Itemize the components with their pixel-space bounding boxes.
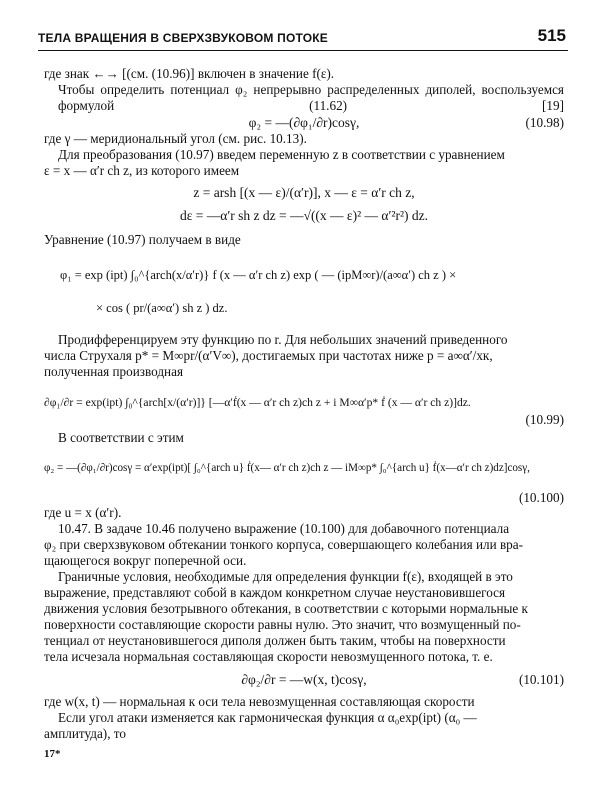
text-line: Продифференцируем эту функцию по r. Для небольших значений приведенного: [58, 332, 508, 347]
text-line: ε = x — α′r ch z, из которого имеем: [44, 163, 240, 178]
text-line: выражение, представляют собой в каждом конкретном случае неустановившегося: [44, 585, 506, 600]
signature-mark: 17*: [44, 748, 61, 760]
text-line: где знак ←→ [(см. (10.96)] включен в значение f(ε).: [44, 66, 335, 81]
text-line: числа Струхаля p* = M∞pr/(α′V∞), достигаемых при частотах ниже p = a∞α′/xк,: [44, 348, 493, 363]
text-line: тенциал от неустановившегося диполя должен быть таким, чтобы на поверхности: [44, 633, 506, 648]
equation-number: (10.99): [525, 412, 564, 427]
text-line: где γ — меридиональный угол (см. рис. 10.13).: [44, 131, 307, 146]
text-line: движения условия безотрывного обтекания, в соответствии с которыми нормальные к: [44, 601, 528, 616]
text-line: Уравнение (10.97) получаем в виде: [44, 232, 241, 247]
page-number: 515: [537, 26, 566, 45]
text-line: полученная производная: [44, 364, 184, 379]
equation-10-101: ∂φ₂/∂r = —w(x, t)cosγ,: [241, 672, 367, 687]
equation-number: (10.98): [525, 115, 564, 130]
running-header: [38, 28, 568, 51]
text-line: где w(x, t) — нормальная к оси тела невозмущенная составляющая скорости: [44, 694, 475, 709]
equation-10-98: φ₂ = —(∂φ₁/∂r)cosγ,: [248, 115, 360, 130]
problem-statement: 10.47. В задаче 10.46 получено выражение (10.100) для добавочного потенциала: [58, 521, 510, 536]
header-title: ТЕЛА ВРАЩЕНИЯ В СВЕРХЗВУКОВОМ ПОТОКЕ: [38, 31, 328, 45]
equation-phi1-part1: φ₁ = exp (ipt) ∫₀^{arch(x/α′r)} f (x — α′r ch z) exp ( — (ipM∞r)/(a∞α′) ch z ) ×: [60, 268, 457, 282]
equation-number: (10.100): [518, 490, 564, 505]
text-line: тела исчезала нормальная составляющая скорости невозмущенного потока, т. е.: [44, 649, 493, 664]
text-line: где u = x (α′r).: [44, 505, 122, 520]
equation-d-epsilon: dε = —α′r sh z dz = —√((x — ε)² — α′²r²) dz.: [180, 208, 428, 223]
text-line: щающегося вокруг поперечной оси.: [44, 553, 247, 568]
text-paragraph: Чтобы определить потенциал φ₂ непрерывно распределенных диполей, воспользуемся формулой (11.62) [19]: [58, 82, 564, 113]
equation-number: (10.101): [518, 672, 564, 687]
text-line: амплитуда), то: [44, 726, 126, 741]
equation-phi1-part2: × cos ( pr/(a∞α′) sh z ) dz.: [96, 301, 228, 315]
equation-z: z = arsh [(x — ε)/(α′r)], x — ε = α′r ch z,: [193, 185, 415, 200]
text-line: поверхности составляющие скорости равны нулю. Это значит, что возмущенный по-: [44, 617, 521, 632]
text-line: Граничные условия, необходимые для определения функции f(ε), входящей в это: [58, 569, 513, 584]
text-line: φ₂ при сверхзвуковом обтекании тонкого корпуса, совершающего колебания или вра-: [44, 537, 524, 552]
equation-10-100: φ₂ = —(∂φ₁/∂r)cosγ = α′exp(ipt)[ ∫₀^{arch u} ḟ(x— α′r ch z)ch z — iM∞p* ∫₀^{arch u} ḟ(x—α′r ch z)dz]cosγ,: [44, 462, 530, 474]
text-line: Если угол атаки изменяется как гармоническая функция α α₀exp(ipt) (α₀ —: [58, 710, 477, 725]
text-line: Для преобразования (10.97) введем переменную z в соответствии с уравнением: [58, 147, 505, 162]
text-line: В соответствии с этим: [58, 430, 184, 445]
equation-10-99: ∂φ₁/∂r = exp(ipt) ∫₀^{arch[x/(α′r)]} [—α′ḟ(x — α′r ch z)ch z + i M∞α′p* ḟ (x — α′r ch z)]dz.: [44, 396, 471, 409]
